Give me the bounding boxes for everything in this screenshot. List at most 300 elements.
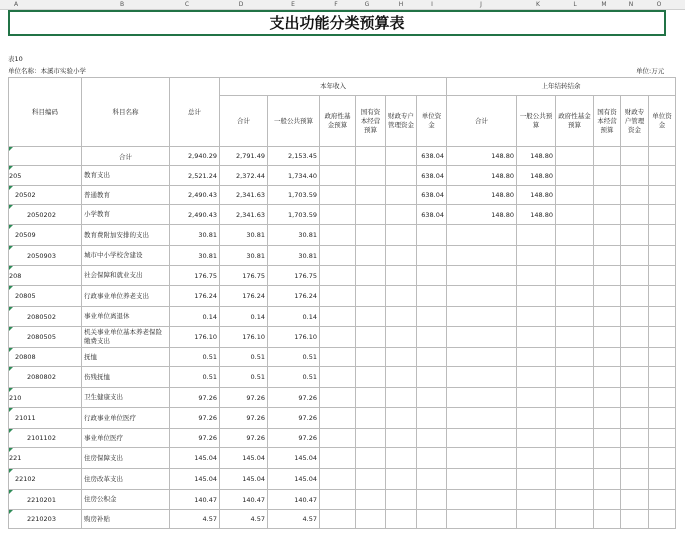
cell-code[interactable]: 20805	[9, 286, 82, 307]
cell-cy-subtotal[interactable]: 0.51	[220, 348, 268, 367]
cell-cy-unit[interactable]	[417, 225, 447, 246]
cell-cy-general[interactable]: 30.81	[268, 225, 320, 246]
column-letter-f[interactable]: F	[334, 1, 338, 8]
cell-cy-unit[interactable]	[417, 348, 447, 367]
cell-cy-special[interactable]	[386, 205, 417, 225]
cell-co-special[interactable]	[621, 448, 649, 469]
cell-cy-subtotal[interactable]: 4.57	[220, 510, 268, 529]
cell-co-unit[interactable]	[649, 408, 676, 429]
cell-cy-subtotal[interactable]: 176.24	[220, 286, 268, 307]
cell-cy-general[interactable]: 145.04	[268, 469, 320, 490]
cell-cy-general[interactable]: 97.26	[268, 429, 320, 448]
column-letter-g[interactable]: G	[364, 1, 370, 8]
cell-co-state[interactable]	[594, 448, 621, 469]
cell-cy-state[interactable]	[356, 205, 386, 225]
cell-code[interactable]: 2050202	[9, 205, 82, 225]
cell-cy-general[interactable]: 0.51	[268, 367, 320, 388]
cell-cy-state[interactable]	[356, 510, 386, 529]
cell-cy-state[interactable]	[356, 307, 386, 327]
cell-code[interactable]: 2080802	[9, 367, 82, 388]
cell-cy-special[interactable]	[386, 510, 417, 529]
cell-cy-unit[interactable]	[417, 327, 447, 348]
cell-co-general[interactable]: 148.80	[517, 166, 556, 186]
cell-cy-state[interactable]	[356, 367, 386, 388]
cell-total[interactable]: 145.04	[170, 448, 220, 469]
cell-cy-special[interactable]	[386, 186, 417, 205]
cell-code[interactable]: 2080502	[9, 307, 82, 327]
cell-co-general[interactable]	[517, 388, 556, 408]
cell-co-general[interactable]	[517, 429, 556, 448]
cell-co-subtotal[interactable]	[447, 448, 517, 469]
cell-co-fund[interactable]	[556, 307, 594, 327]
cell-cy-special[interactable]	[386, 348, 417, 367]
cell-co-fund[interactable]	[556, 147, 594, 166]
cell-total[interactable]: 2,940.29	[170, 147, 220, 166]
unit-name[interactable]: 单位名称：本溪市实验小学	[8, 67, 86, 75]
cell-total[interactable]: 2,521.24	[170, 166, 220, 186]
cell-co-fund[interactable]	[556, 246, 594, 266]
cell-cy-state[interactable]	[356, 469, 386, 490]
cell-co-fund[interactable]	[556, 469, 594, 490]
cell-cy-fund[interactable]	[320, 510, 356, 529]
cell-co-state[interactable]	[594, 307, 621, 327]
cell-cy-state[interactable]	[356, 490, 386, 510]
cell-co-fund[interactable]	[556, 448, 594, 469]
cell-co-general[interactable]	[517, 448, 556, 469]
cell-name[interactable]: 住房改革支出	[82, 469, 170, 490]
cell-co-state[interactable]	[594, 429, 621, 448]
cell-cy-fund[interactable]	[320, 307, 356, 327]
cell-cy-subtotal[interactable]: 0.51	[220, 367, 268, 388]
cell-total[interactable]: 2,490.43	[170, 186, 220, 205]
cell-co-state[interactable]	[594, 166, 621, 186]
cell-co-subtotal[interactable]: 148.80	[447, 147, 517, 166]
cell-cy-general[interactable]: 2,153.45	[268, 147, 320, 166]
column-letter-n[interactable]: N	[628, 1, 634, 8]
cell-co-state[interactable]	[594, 246, 621, 266]
cell-cy-subtotal[interactable]: 30.81	[220, 246, 268, 266]
cell-co-subtotal[interactable]: 148.80	[447, 186, 517, 205]
cell-cy-general[interactable]: 140.47	[268, 490, 320, 510]
cell-co-general[interactable]	[517, 327, 556, 348]
cell-name[interactable]: 住房公积金	[82, 490, 170, 510]
cell-cy-unit[interactable]: 638.04	[417, 166, 447, 186]
cell-cy-fund[interactable]	[320, 388, 356, 408]
cell-co-unit[interactable]	[649, 225, 676, 246]
cell-code[interactable]: 2050903	[9, 246, 82, 266]
cell-co-general[interactable]	[517, 348, 556, 367]
cell-co-fund[interactable]	[556, 408, 594, 429]
cell-co-fund[interactable]	[556, 186, 594, 205]
cell-co-special[interactable]	[621, 147, 649, 166]
cell-co-unit[interactable]	[649, 490, 676, 510]
cell-name[interactable]: 事业单位离退休	[82, 307, 170, 327]
cell-cy-subtotal[interactable]: 140.47	[220, 490, 268, 510]
cell-cy-state[interactable]	[356, 186, 386, 205]
cell-co-unit[interactable]	[649, 429, 676, 448]
cell-cy-state[interactable]	[356, 266, 386, 286]
column-letter-a[interactable]: A	[13, 1, 19, 8]
cell-total[interactable]: 2,490.43	[170, 205, 220, 225]
cell-co-unit[interactable]	[649, 510, 676, 529]
cell-co-subtotal[interactable]	[447, 490, 517, 510]
cell-name[interactable]: 机关事业单位基本养老保险缴费支出	[82, 327, 170, 348]
cell-co-state[interactable]	[594, 348, 621, 367]
cell-cy-fund[interactable]	[320, 490, 356, 510]
cell-co-special[interactable]	[621, 286, 649, 307]
cell-total[interactable]: 176.10	[170, 327, 220, 348]
cell-co-state[interactable]	[594, 186, 621, 205]
cell-cy-unit[interactable]: 638.04	[417, 147, 447, 166]
cell-code[interactable]: 21011	[9, 408, 82, 429]
cell-total[interactable]: 176.75	[170, 266, 220, 286]
cell-co-subtotal[interactable]	[447, 266, 517, 286]
cell-cy-unit[interactable]	[417, 429, 447, 448]
cell-cy-special[interactable]	[386, 147, 417, 166]
cell-cy-special[interactable]	[386, 490, 417, 510]
cell-co-state[interactable]	[594, 327, 621, 348]
cell-code[interactable]: 2210203	[9, 510, 82, 529]
cell-co-general[interactable]	[517, 225, 556, 246]
cell-cy-fund[interactable]	[320, 186, 356, 205]
cell-cy-fund[interactable]	[320, 367, 356, 388]
cell-co-special[interactable]	[621, 205, 649, 225]
cell-co-state[interactable]	[594, 266, 621, 286]
cell-co-unit[interactable]	[649, 286, 676, 307]
cell-cy-subtotal[interactable]: 2,791.49	[220, 147, 268, 166]
cell-co-unit[interactable]	[649, 388, 676, 408]
cell-co-subtotal[interactable]	[447, 469, 517, 490]
cell-co-subtotal[interactable]	[447, 510, 517, 529]
cell-co-fund[interactable]	[556, 286, 594, 307]
cell-cy-state[interactable]	[356, 286, 386, 307]
cell-cy-special[interactable]	[386, 246, 417, 266]
cell-cy-fund[interactable]	[320, 448, 356, 469]
cell-cy-unit[interactable]	[417, 286, 447, 307]
cell-cy-special[interactable]	[386, 307, 417, 327]
cell-co-fund[interactable]	[556, 510, 594, 529]
cell-cy-special[interactable]	[386, 408, 417, 429]
cell-cy-special[interactable]	[386, 388, 417, 408]
cell-co-special[interactable]	[621, 367, 649, 388]
cell-co-special[interactable]	[621, 408, 649, 429]
cell-co-state[interactable]	[594, 147, 621, 166]
cell-cy-state[interactable]	[356, 408, 386, 429]
cell-cy-general[interactable]: 176.10	[268, 327, 320, 348]
cell-cy-unit[interactable]: 638.04	[417, 186, 447, 205]
column-letter-h[interactable]: H	[398, 1, 404, 8]
cell-co-fund[interactable]	[556, 266, 594, 286]
cell-cy-fund[interactable]	[320, 286, 356, 307]
cell-total[interactable]: 97.26	[170, 388, 220, 408]
cell-name[interactable]: 教育支出	[82, 166, 170, 186]
cell-co-fund[interactable]	[556, 348, 594, 367]
cell-co-subtotal[interactable]	[447, 388, 517, 408]
cell-co-state[interactable]	[594, 469, 621, 490]
cell-co-unit[interactable]	[649, 327, 676, 348]
cell-cy-special[interactable]	[386, 448, 417, 469]
cell-cy-fund[interactable]	[320, 429, 356, 448]
cell-cy-special[interactable]	[386, 166, 417, 186]
cell-cy-fund[interactable]	[320, 246, 356, 266]
cell-cy-state[interactable]	[356, 166, 386, 186]
cell-co-special[interactable]	[621, 225, 649, 246]
cell-cy-fund[interactable]	[320, 327, 356, 348]
cell-co-subtotal[interactable]	[447, 327, 517, 348]
cell-co-subtotal[interactable]	[447, 429, 517, 448]
cell-name[interactable]: 行政事业单位养老支出	[82, 286, 170, 307]
cell-cy-general[interactable]: 0.14	[268, 307, 320, 327]
cell-cy-general[interactable]: 176.24	[268, 286, 320, 307]
cell-co-fund[interactable]	[556, 225, 594, 246]
cell-co-fund[interactable]	[556, 388, 594, 408]
cell-co-special[interactable]	[621, 348, 649, 367]
cell-total[interactable]: 30.81	[170, 246, 220, 266]
cell-co-general[interactable]	[517, 490, 556, 510]
cell-total[interactable]: 4.57	[170, 510, 220, 529]
cell-cy-fund[interactable]	[320, 225, 356, 246]
cell-co-state[interactable]	[594, 388, 621, 408]
cell-code[interactable]: 22102	[9, 469, 82, 490]
cell-cy-state[interactable]	[356, 429, 386, 448]
cell-co-special[interactable]	[621, 490, 649, 510]
cell-cy-special[interactable]	[386, 286, 417, 307]
cell-co-state[interactable]	[594, 490, 621, 510]
cell-co-state[interactable]	[594, 286, 621, 307]
cell-name[interactable]: 普通教育	[82, 186, 170, 205]
cell-total[interactable]: 97.26	[170, 408, 220, 429]
cell-co-special[interactable]	[621, 166, 649, 186]
cell-co-subtotal[interactable]	[447, 246, 517, 266]
cell-code[interactable]: 205	[9, 166, 82, 186]
cell-cy-unit[interactable]	[417, 246, 447, 266]
cell-co-unit[interactable]	[649, 448, 676, 469]
cell-co-subtotal[interactable]: 148.80	[447, 205, 517, 225]
cell-code[interactable]: 20502	[9, 186, 82, 205]
cell-co-unit[interactable]	[649, 348, 676, 367]
cell-total[interactable]: 140.47	[170, 490, 220, 510]
cell-name[interactable]: 教育费附加安排的支出	[82, 225, 170, 246]
cell-co-unit[interactable]	[649, 147, 676, 166]
cell-cy-fund[interactable]	[320, 408, 356, 429]
cell-co-special[interactable]	[621, 469, 649, 490]
cell-cy-unit[interactable]	[417, 307, 447, 327]
cell-co-fund[interactable]	[556, 490, 594, 510]
cell-co-general[interactable]	[517, 286, 556, 307]
cell-cy-special[interactable]	[386, 327, 417, 348]
cell-co-unit[interactable]	[649, 246, 676, 266]
cell-total[interactable]: 0.51	[170, 348, 220, 367]
cell-co-fund[interactable]	[556, 205, 594, 225]
cell-co-unit[interactable]	[649, 469, 676, 490]
column-letter-i[interactable]: I	[431, 1, 433, 8]
cell-co-special[interactable]	[621, 327, 649, 348]
cell-co-unit[interactable]	[649, 205, 676, 225]
column-letter-e[interactable]: E	[291, 1, 295, 8]
cell-cy-general[interactable]: 0.51	[268, 348, 320, 367]
column-letter-j[interactable]: J	[480, 1, 482, 8]
cell-cy-general[interactable]: 1,703.59	[268, 205, 320, 225]
cell-co-unit[interactable]	[649, 307, 676, 327]
cell-code[interactable]: 2080505	[9, 327, 82, 348]
cell-co-general[interactable]: 148.80	[517, 147, 556, 166]
cell-co-subtotal[interactable]	[447, 348, 517, 367]
cell-co-state[interactable]	[594, 408, 621, 429]
cell-co-state[interactable]	[594, 225, 621, 246]
cell-cy-subtotal[interactable]: 2,341.63	[220, 186, 268, 205]
cell-co-general[interactable]: 148.80	[517, 186, 556, 205]
cell-co-general[interactable]	[517, 408, 556, 429]
sheet-title[interactable]: 支出功能分类预算表	[8, 10, 666, 36]
cell-co-state[interactable]	[594, 205, 621, 225]
column-letter-b[interactable]: B	[119, 1, 125, 8]
cell-cy-fund[interactable]	[320, 166, 356, 186]
cell-name[interactable]: 卫生健康支出	[82, 388, 170, 408]
cell-cy-fund[interactable]	[320, 266, 356, 286]
cell-cy-unit[interactable]	[417, 408, 447, 429]
cell-total[interactable]: 176.24	[170, 286, 220, 307]
cell-co-unit[interactable]	[649, 186, 676, 205]
cell-cy-general[interactable]: 1,734.40	[268, 166, 320, 186]
cell-name[interactable]: 合计	[82, 147, 170, 166]
column-letter-o[interactable]: O	[656, 1, 662, 8]
cell-cy-state[interactable]	[356, 388, 386, 408]
cell-cy-unit[interactable]	[417, 490, 447, 510]
cell-co-special[interactable]	[621, 266, 649, 286]
cell-total[interactable]: 0.51	[170, 367, 220, 388]
cell-code[interactable]	[9, 147, 82, 166]
cell-cy-subtotal[interactable]: 30.81	[220, 225, 268, 246]
cell-total[interactable]: 145.04	[170, 469, 220, 490]
cell-cy-special[interactable]	[386, 225, 417, 246]
cell-cy-general[interactable]: 1,703.59	[268, 186, 320, 205]
cell-cy-unit[interactable]	[417, 510, 447, 529]
cell-cy-state[interactable]	[356, 147, 386, 166]
cell-cy-unit[interactable]	[417, 469, 447, 490]
cell-co-subtotal[interactable]	[447, 225, 517, 246]
cell-cy-subtotal[interactable]: 145.04	[220, 469, 268, 490]
cell-co-general[interactable]	[517, 266, 556, 286]
cell-name[interactable]: 社会保障和就业支出	[82, 266, 170, 286]
column-letter-m[interactable]: M	[601, 1, 607, 8]
cell-cy-state[interactable]	[356, 448, 386, 469]
cell-co-special[interactable]	[621, 388, 649, 408]
cell-co-subtotal[interactable]	[447, 367, 517, 388]
cell-co-subtotal[interactable]	[447, 408, 517, 429]
cell-code[interactable]: 20808	[9, 348, 82, 367]
cell-cy-state[interactable]	[356, 246, 386, 266]
cell-name[interactable]: 事业单位医疗	[82, 429, 170, 448]
cell-co-general[interactable]	[517, 246, 556, 266]
cell-cy-general[interactable]: 30.81	[268, 246, 320, 266]
cell-cy-subtotal[interactable]: 97.26	[220, 429, 268, 448]
cell-code[interactable]: 221	[9, 448, 82, 469]
cell-cy-general[interactable]: 97.26	[268, 388, 320, 408]
cell-co-special[interactable]	[621, 510, 649, 529]
cell-cy-state[interactable]	[356, 348, 386, 367]
currency-unit[interactable]: 单位:万元	[636, 67, 665, 75]
cell-cy-state[interactable]	[356, 327, 386, 348]
cell-co-fund[interactable]	[556, 327, 594, 348]
cell-cy-state[interactable]	[356, 225, 386, 246]
cell-total[interactable]: 97.26	[170, 429, 220, 448]
cell-co-general[interactable]	[517, 469, 556, 490]
cell-co-subtotal[interactable]: 148.80	[447, 166, 517, 186]
cell-name[interactable]: 城市中小学校舍建设	[82, 246, 170, 266]
cell-co-fund[interactable]	[556, 166, 594, 186]
cell-cy-subtotal[interactable]: 145.04	[220, 448, 268, 469]
cell-cy-special[interactable]	[386, 266, 417, 286]
cell-cy-unit[interactable]	[417, 448, 447, 469]
cell-cy-subtotal[interactable]: 176.10	[220, 327, 268, 348]
cell-co-general[interactable]	[517, 367, 556, 388]
cell-cy-fund[interactable]	[320, 147, 356, 166]
cell-code[interactable]: 210	[9, 388, 82, 408]
cell-name[interactable]: 住房保障支出	[82, 448, 170, 469]
column-letter-c[interactable]: C	[184, 1, 190, 8]
cell-cy-subtotal[interactable]: 176.75	[220, 266, 268, 286]
cell-cy-general[interactable]: 97.26	[268, 408, 320, 429]
cell-cy-general[interactable]: 145.04	[268, 448, 320, 469]
cell-co-general[interactable]: 148.80	[517, 205, 556, 225]
cell-total[interactable]: 30.81	[170, 225, 220, 246]
column-letter-d[interactable]: D	[238, 1, 244, 8]
cell-name[interactable]: 小学教育	[82, 205, 170, 225]
cell-code[interactable]: 20509	[9, 225, 82, 246]
cell-co-special[interactable]	[621, 429, 649, 448]
table-number[interactable]: 表10	[8, 55, 23, 63]
cell-co-fund[interactable]	[556, 367, 594, 388]
cell-co-special[interactable]	[621, 307, 649, 327]
cell-cy-special[interactable]	[386, 429, 417, 448]
cell-cy-unit[interactable]	[417, 367, 447, 388]
cell-name[interactable]: 购房补贴	[82, 510, 170, 529]
cell-co-subtotal[interactable]	[447, 286, 517, 307]
cell-co-general[interactable]	[517, 307, 556, 327]
cell-co-subtotal[interactable]	[447, 307, 517, 327]
cell-cy-fund[interactable]	[320, 469, 356, 490]
column-letter-l[interactable]: L	[573, 1, 577, 8]
cell-cy-special[interactable]	[386, 469, 417, 490]
cell-cy-unit[interactable]	[417, 388, 447, 408]
cell-name[interactable]: 伤残抚恤	[82, 367, 170, 388]
cell-total[interactable]: 0.14	[170, 307, 220, 327]
cell-cy-subtotal[interactable]: 97.26	[220, 388, 268, 408]
cell-cy-subtotal[interactable]: 97.26	[220, 408, 268, 429]
cell-co-state[interactable]	[594, 367, 621, 388]
cell-code[interactable]: 2210201	[9, 490, 82, 510]
cell-name[interactable]: 抚恤	[82, 348, 170, 367]
cell-cy-unit[interactable]	[417, 266, 447, 286]
cell-co-special[interactable]	[621, 186, 649, 205]
cell-co-fund[interactable]	[556, 429, 594, 448]
cell-cy-unit[interactable]: 638.04	[417, 205, 447, 225]
cell-cy-subtotal[interactable]: 2,341.63	[220, 205, 268, 225]
cell-co-unit[interactable]	[649, 266, 676, 286]
cell-cy-fund[interactable]	[320, 205, 356, 225]
cell-co-special[interactable]	[621, 246, 649, 266]
cell-code[interactable]: 208	[9, 266, 82, 286]
column-letter-k[interactable]: K	[536, 1, 540, 8]
cell-co-unit[interactable]	[649, 367, 676, 388]
cell-cy-subtotal[interactable]: 2,372.44	[220, 166, 268, 186]
cell-cy-fund[interactable]	[320, 348, 356, 367]
cell-co-state[interactable]	[594, 510, 621, 529]
cell-cy-subtotal[interactable]: 0.14	[220, 307, 268, 327]
cell-cy-special[interactable]	[386, 367, 417, 388]
cell-co-unit[interactable]	[649, 166, 676, 186]
cell-name[interactable]: 行政事业单位医疗	[82, 408, 170, 429]
